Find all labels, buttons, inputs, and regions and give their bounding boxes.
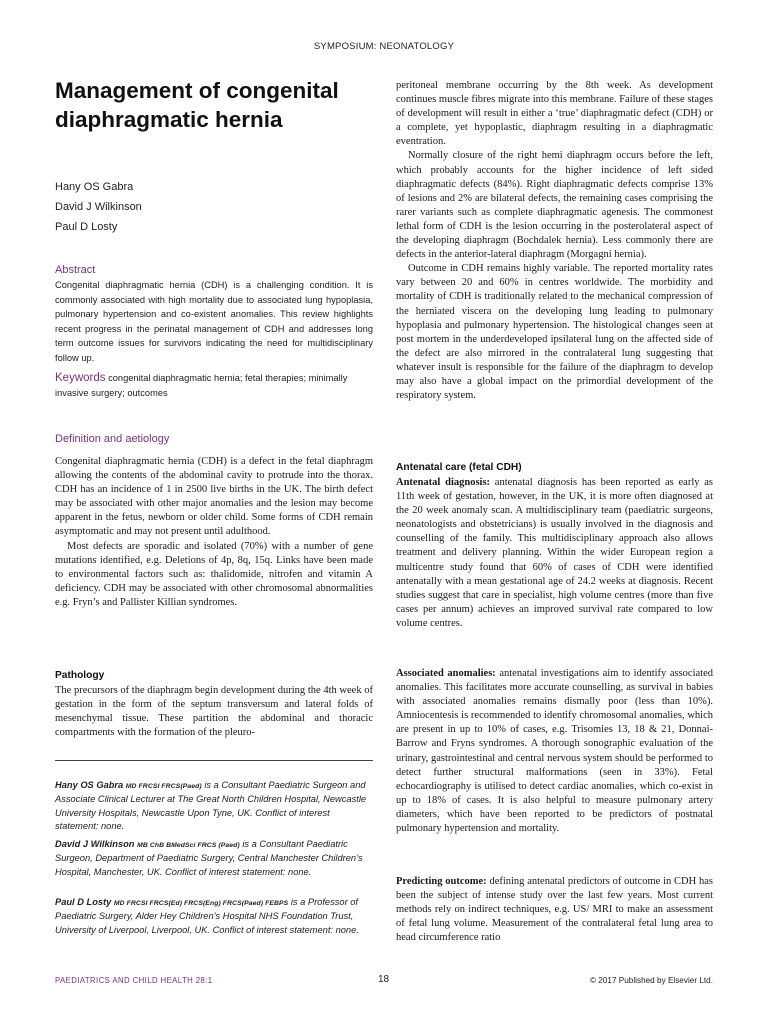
pathology-body-start (55, 684, 373, 740)
running-header: SYMPOSIUM: NEONATOLOGY (313, 41, 455, 52)
footer-copyright: © 2017 Published by Elsevier Ltd. (589, 976, 713, 985)
definition-body (55, 455, 373, 610)
author-1: Hany OS Gabra (55, 181, 134, 193)
affiliation-quals: MD FRCSI FRCS(Paed) (125, 783, 202, 790)
affiliation-2 (55, 838, 370, 879)
affiliation-quals: MB ChB BMedSci FRCS (Paed) (137, 842, 240, 849)
section-heading-definition: Definition and aetiology (55, 433, 170, 445)
pathology-paragraph-2: Normally closure of the right hemi diaphragm occurs before the left, which probably accounts for the higher incidence of left sided diaphragmatic defects (84%). Right diaphragmatic defects comprise 13% of lesions and 2% are bilateral defects, the remaining cases comprising the rarer variants such as complete diaphragmatic agenesis. The commonest lethal form of CDH is the lesion occurring in the posterolateral aspect of the developing diaphragm (Bochdalek hernia). Less commonly there are defects in the anterior-lateral diaphragm (Morgagni hernia). (396, 150, 713, 261)
article-title: Management of congenital diaphragmatic hernia (55, 78, 339, 132)
affiliation-quals: MD FRCSI FRCS(Ed) FRCS(Eng) FRCS(Paed) FEBPS (113, 900, 289, 907)
affiliation-text: is a Professor of Paediatric Surgery, Alder Hey Children’s Hospital NHS Foundation Trust, University of Liverpool, Liverpool, UK. Conflict of interest statement: none. (55, 897, 359, 935)
pathology-paragraph-1-end: peritoneal membrane occurring by the 8th week. As development continues muscle fibres migrate into this membrane. Failure of these stages of development will result in either a ‘true’ diaphragmatic defect (CDH) or a complete, yet hypoplastic, diaphragm resulting in a diaphragmatic eventration. (396, 80, 713, 148)
associated-anomalies-text: antenatal investigations aim to identify associated anomalies. This facilitates more accurate counselling, as survival in babies with associated anomalies remains dismally poor (less than 10%). Amniocentesis is recommended to identify chromosomal anomalies, which are present in up to 10% of cases, e.g. Trisomies 13, 18 & 21, Donnai-Barrow and Fryns syndromes. A thorough sonographic evaluation of the urinary, gastrointestinal and central nervous system should be performed to detect further structural malformations (seen in 33%). Fetal echocardiography is utilised to detect cardiac anomalies, which co-exist in up to 18% of cases. It is also helpful to measure pulmonary artery diameters, which have been reported to be predictors of postnatal pulmonary hypertension and mortality. (396, 668, 713, 835)
footnote-divider (55, 760, 373, 761)
keywords (55, 371, 373, 400)
pathology-body-continued (396, 79, 713, 403)
affiliation-1 (55, 779, 370, 834)
keywords-label: Keywords (55, 372, 106, 384)
affiliation-text: is a Consultant Paediatric Surgeon, Department of Paediatric Surgery, Central Manchester Children’s Hospital, Manchester, UK. Conflict of interest statement: none. (55, 839, 363, 877)
pathology-paragraph-3: Outcome in CDH remains highly variable. The reported mortality rates vary between 20 and 60% in centres worldwide. The morbidity and mortality of CDH is traditionally related to the mechanical compression of the herniated viscera on the developing lung leading to pulmonary hypoplasia and pulmonary hypertension. The histological changes seen at post mortem in the underdeveloped ipsilateral lung on the affected side of the defect are also mirrored in the contralateral lung suggesting that whatever insult is responsible for the failure of the diaphragm to develop may also have a global impact on the primordial development of the respiratory system. (396, 263, 713, 402)
affiliation-3 (55, 896, 370, 937)
footer-page-number: 18 (378, 974, 390, 985)
antenatal-diagnosis-label: Antenatal diagnosis: (396, 477, 491, 488)
definition-paragraph-1: Congenital diaphragmatic hernia (CDH) is a defect in the fetal diaphragm allowing the contents of the abdominal cavity to protrude into the thorax. CDH has an incidence of 1 in 2500 live births in the UK. The birth defect may be associated with other major anomalies and the lesion may become apparent in the fetus, newborn or older child. Some forms of CDH remain asymptomatic and may not present until adulthood. (55, 456, 373, 538)
section-heading-pathology: Pathology (55, 670, 105, 681)
predicting-outcome (396, 875, 713, 945)
antenatal-diagnosis (396, 476, 713, 631)
author-2: David J Wilkinson (55, 201, 142, 213)
associated-anomalies-label: Associated anomalies: (396, 668, 496, 679)
abstract-heading: Abstract (55, 264, 96, 276)
pathology-paragraph-1-start: The precursors of the diaphragm begin development during the 4th week of gestation in the form of the septum transversum and lateral folds of mesenchymal tissue. These partition the abdominal and thoracic compartments with the formation of the pleuro- (55, 685, 373, 739)
footer-journal: PAEDIATRICS AND CHILD HEALTH 28:1 (55, 976, 213, 985)
affiliation-name: David J Wilkinson (55, 839, 135, 849)
antenatal-diagnosis-text: antenatal diagnosis has been reported as early as 11th week of gestation, however, in the UK, it is more often diagnosed at the 20 week anomaly scan. A multidisciplinary team (paediatric surgeons, neonatologists and obstetricians) is usually involved in the diagnosis and counselling of the family. This multidisciplinary approach also allows treatment and delivery planning. Within the wider European region a multicentre study found that 60% of cases of CDH were identified antenatally with a mean gestational age of 24.2 weeks at diagnosis. Recent studies suggest that care in specialist, high volume centres (more than five cases per annum) achieves an improved survival rate compared to low volume centres. (396, 477, 713, 629)
abstract-text: Congenital diaphragmatic hernia (CDH) is a challenging condition. It is commonly associated with high mortality due to associated lung hypoplasia, pulmonary hypertension and co-existent anomalies. This review highlights recent progress in the perinatal management of CDH and addresses long term outcome issues for survivors indicating the need for multidisciplinary follow up. (55, 280, 373, 363)
affiliation-name: Paul D Losty (55, 897, 112, 907)
predicting-outcome-label: Predicting outcome: (396, 876, 487, 887)
affiliation-name: Hany OS Gabra (55, 780, 124, 790)
keywords-list: congenital diaphragmatic hernia; fetal therapies; minimally invasive surgery; outcomes (55, 373, 348, 398)
definition-paragraph-2: Most defects are sporadic and isolated (70%) with a number of gene mutations identified, e.g. Deletions of 4p, 8q, 15q. Links have been made to environmental factors such as: thalidomide, nitrofen and vitamin A deficiency. CDH may be associated with other chromosomal abnormalities e.g. Fryn’s and Pallister Killian syndromes. (55, 540, 373, 608)
affiliation-text: is a Consultant Paediatric Surgeon and Associate Clinical Lecturer at The Great North Children Hospital, Newcastle University Hospitals, Newcastle Upon Tyne, UK. Conflict of interest statement: none. (55, 780, 367, 832)
section-heading-antenatal: Antenatal care (fetal CDH) (396, 462, 522, 473)
author-3: Paul D Losty (55, 221, 118, 233)
associated-anomalies (396, 667, 713, 836)
predicting-outcome-text: defining antenatal predictors of outcome in CDH has been the subject of intense study over the last few years. Most current methods rely on indirect techniques, e.g. US/ MRI to make an assessment of fetal lung volume. Measurement of the contralateral fetal lung area to head circumference ratio (396, 876, 713, 944)
